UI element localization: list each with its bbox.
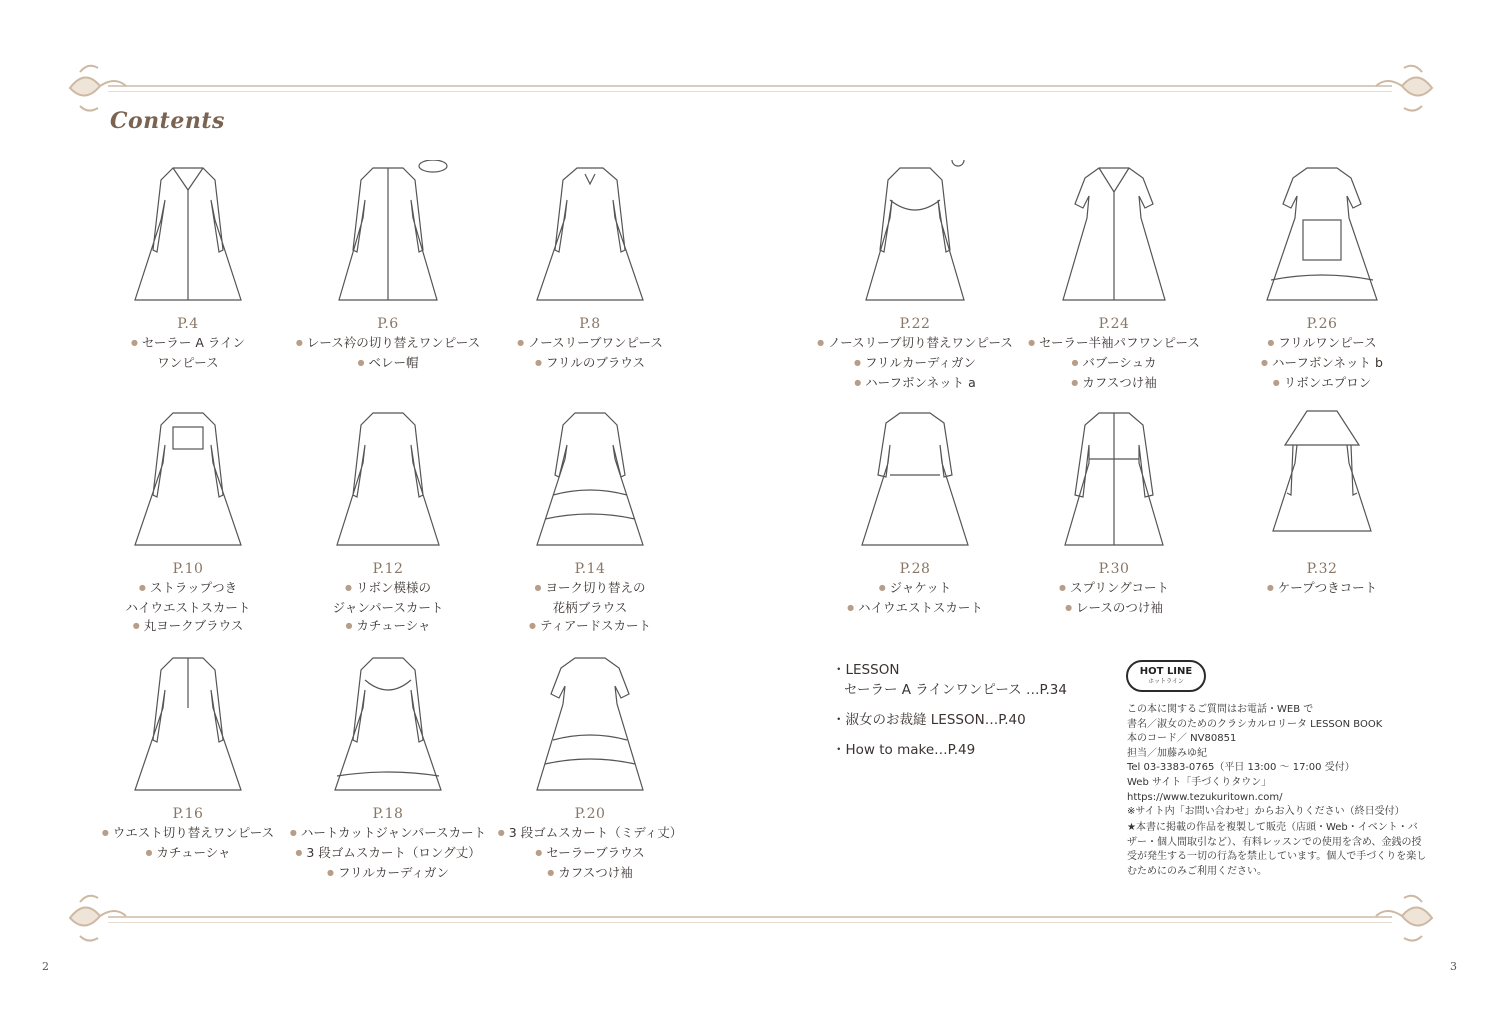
hotline-url-link[interactable]: https://www.tezukuritown.com/ (1127, 791, 1283, 803)
item-list (88, 824, 288, 864)
bottom-frame-line (108, 916, 1392, 918)
item-line: ● ハーフボンネット b (1222, 354, 1422, 374)
page-number: P.26 (1306, 316, 1338, 332)
hotline-phone: Tel 03-3383-0765（平日 13:00 〜 17:00 受付） (1127, 762, 1355, 774)
item-line: ● 3 段ゴムスカート（ロング丈） (288, 844, 488, 864)
dress-illustration-icon (850, 160, 980, 310)
bottom-frame-line-inner (108, 922, 1392, 923)
dress-illustration-icon (123, 405, 253, 555)
contents-item-p16[interactable] (88, 650, 288, 864)
ornament-bottom-right (1372, 888, 1442, 948)
item-line: ● ヨーク切り替えの (490, 579, 690, 599)
item-list (1014, 579, 1214, 619)
dress-illustration-icon (525, 650, 655, 800)
dress-illustration-icon (123, 160, 253, 310)
item-line: ● カチューシャ (88, 844, 288, 864)
item-line: ハイウエストスカート (125, 600, 251, 615)
page-number: P.18 (372, 806, 404, 822)
item-line: ● セーラー A ライン (88, 334, 288, 354)
notice-line: ★本書に掲載の作品を複製して販売（店頭・Web・イベント・バ (1127, 822, 1418, 833)
item-line: ● カチューシャ (288, 617, 488, 637)
notice-line: むためにのみご利用ください。 (1127, 865, 1267, 877)
hotline-line: 担当／加藤みゆ紀 (1127, 747, 1207, 759)
top-frame-line (108, 85, 1392, 87)
page-number: P.8 (579, 316, 601, 332)
item-line: ● ノースリーブワンピース (490, 334, 690, 354)
contents-item-p4[interactable] (88, 160, 288, 372)
contents-item-p20[interactable] (490, 650, 690, 884)
dress-illustration-icon (1257, 405, 1387, 555)
item-line: ● ノースリーブ切り替えワンピース (815, 334, 1015, 354)
item-list (490, 824, 690, 884)
item-line: ● ベレー帽 (288, 354, 488, 374)
top-frame-line-inner (108, 91, 1392, 92)
dress-illustration-icon (323, 405, 453, 555)
contents-item-p10[interactable] (88, 405, 288, 637)
item-list (288, 824, 488, 884)
contents-title: Contents (110, 108, 225, 134)
item-line: ● ストラップつき (88, 579, 288, 599)
item-line: ● カフスつけ袖 (490, 864, 690, 884)
dress-illustration-icon (1049, 160, 1179, 310)
hotline-info (1127, 703, 1427, 820)
dress-illustration-icon (850, 405, 980, 555)
hotline-line: この本に関するご質問はお電話・WEB で (1127, 704, 1314, 715)
page-number: P.22 (899, 316, 931, 332)
ornament-bottom-left (60, 888, 130, 948)
page-number: P.30 (1098, 561, 1130, 577)
item-line: ● フリルのブラウス (490, 354, 690, 374)
item-list (288, 334, 488, 374)
item-line: ● リボン模様の (288, 579, 488, 599)
item-list (288, 579, 488, 637)
contents-item-p26[interactable] (1222, 160, 1422, 394)
item-line: ワンピース (157, 355, 219, 370)
item-list (490, 579, 690, 637)
page-folio-right: 3 (1450, 960, 1457, 973)
item-line: ● ハイウエストスカート (815, 599, 1015, 619)
copyright-notice (1127, 821, 1427, 879)
item-list (1222, 334, 1422, 394)
hotline-line: ※サイト内「お問い合わせ」からお入りください（終日受付） (1127, 806, 1405, 818)
contents-item-p18[interactable] (288, 650, 488, 884)
item-line: ● ケープつきコート (1222, 579, 1422, 599)
contents-item-p14[interactable] (490, 405, 690, 637)
dress-illustration-icon (525, 160, 655, 310)
page-number: P.4 (177, 316, 199, 332)
page-number: P.20 (574, 806, 606, 822)
lesson-heading[interactable]: ・LESSON (832, 662, 900, 678)
dress-illustration-icon (1049, 405, 1179, 555)
item-line: ● 丸ヨークブラウス (88, 617, 288, 637)
item-line: ● レース衿の切り替えワンピース (288, 334, 488, 354)
notice-line: ザー・個人間取引など）、有料レッスンでの使用を含め、金銭の授 (1127, 836, 1422, 848)
item-line: ● 3 段ゴムスカート（ミディ丈） (490, 824, 690, 844)
lesson-list (832, 660, 1112, 760)
item-line: ● スプリングコート (1014, 579, 1214, 599)
dress-illustration-icon (323, 160, 453, 310)
dress-illustration-icon (323, 650, 453, 800)
item-line: ● ジャケット (815, 579, 1015, 599)
item-line: ● ティアードスカート (490, 617, 690, 637)
item-list (88, 579, 288, 637)
notice-line: 受が発生する一切の行為を禁止しています。個人で手づくりを楽し (1127, 851, 1427, 863)
contents-item-p22[interactable] (815, 160, 1015, 394)
hotline-line: Web サイト「手づくりタウン」 (1127, 776, 1272, 788)
item-line: ● フリルワンピース (1222, 334, 1422, 354)
page-number: P.32 (1306, 561, 1338, 577)
hotline-badge (1126, 660, 1206, 692)
page-number: P.14 (574, 561, 606, 577)
dress-illustration-icon (123, 650, 253, 800)
item-line: ● ウエスト切り替えワンピース (88, 824, 288, 844)
item-line: ● ハートカットジャンパースカート (288, 824, 488, 844)
item-list (88, 334, 288, 372)
page-number: P.6 (377, 316, 399, 332)
item-line: ジャンパースカート (332, 600, 444, 615)
item-line: ● ハーフボンネット a (815, 374, 1015, 394)
item-line: ● フリルカーディガン (815, 354, 1015, 374)
ornament-top-right (1372, 58, 1442, 118)
item-list (1014, 334, 1214, 394)
dress-illustration-icon (525, 405, 655, 555)
item-line: ● レースのつけ袖 (1014, 599, 1214, 619)
item-list (815, 579, 1015, 619)
contents-item-p12[interactable] (288, 405, 488, 637)
item-list (815, 334, 1015, 394)
lesson-sailor-link[interactable]: セーラー A ラインワンピース …P.34 (844, 682, 1067, 698)
page-number: P.16 (172, 806, 204, 822)
item-line: 花柄ブラウス (552, 600, 628, 615)
item-line: ● セーラー半袖パフワンピース (1014, 334, 1214, 354)
contents-item-p8[interactable] (490, 160, 690, 374)
item-line: ● バブーシュカ (1014, 354, 1214, 374)
page-folio-left: 2 (42, 960, 49, 973)
item-line: ● セーラーブラウス (490, 844, 690, 864)
contents-item-p32[interactable] (1222, 405, 1422, 599)
hotline-title: HOT LINE (1139, 666, 1193, 677)
contents-item-p28[interactable] (815, 405, 1015, 619)
page-number: P.28 (899, 561, 931, 577)
page-number: P.12 (372, 561, 404, 577)
dress-illustration-icon (1257, 160, 1387, 310)
lesson-sewing-link[interactable]: ・淑女のお裁縫 LESSON…P.40 (832, 712, 1026, 728)
page-number: P.10 (172, 561, 204, 577)
item-list (490, 334, 690, 374)
contents-item-p6[interactable] (288, 160, 488, 374)
item-list (1222, 579, 1422, 599)
hotline-subtitle: ホットライン (1148, 678, 1184, 685)
item-line: ● カフスつけ袖 (1014, 374, 1214, 394)
item-line: ● リボンエプロン (1222, 374, 1422, 394)
item-line: ● フリルカーディガン (288, 864, 488, 884)
contents-item-p24[interactable] (1014, 160, 1214, 394)
how-to-make-link[interactable]: ・How to make…P.49 (832, 742, 976, 758)
contents-item-p30[interactable] (1014, 405, 1214, 619)
hotline-line: 書名／淑女のためのクラシカルロリータ LESSON BOOK (1127, 718, 1383, 730)
hotline-line: 本のコード／ NV80851 (1127, 733, 1237, 745)
page-number: P.24 (1098, 316, 1130, 332)
